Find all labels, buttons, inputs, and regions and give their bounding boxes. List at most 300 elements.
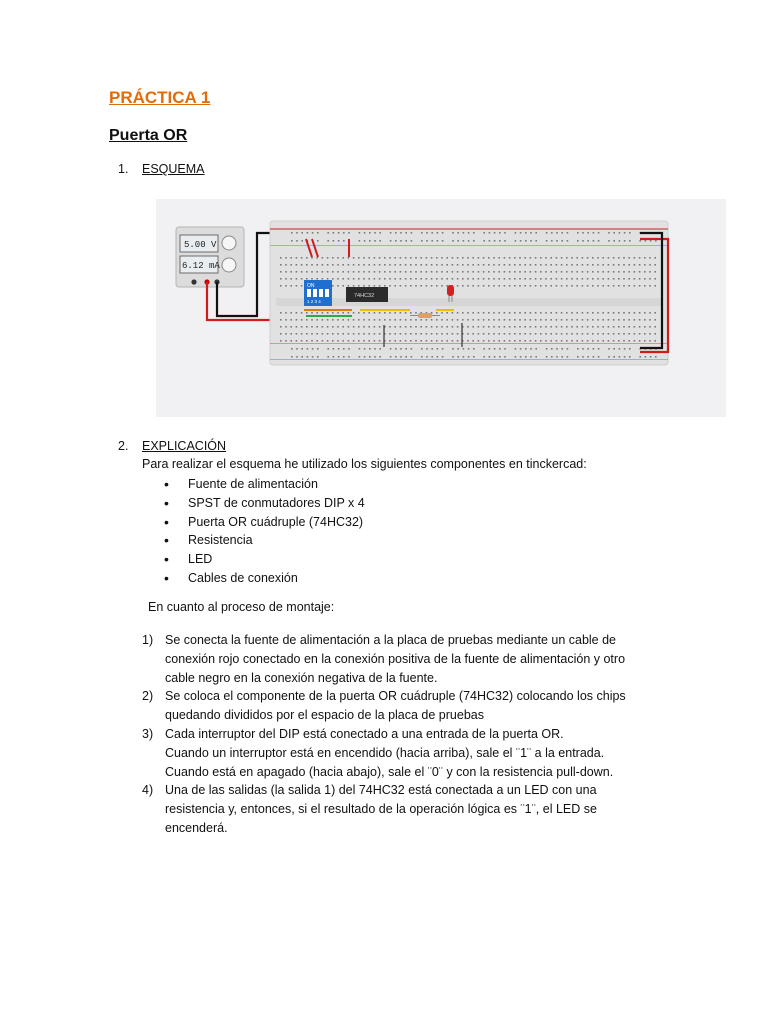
breadboard-hole xyxy=(405,285,407,287)
dip-toggle-4 xyxy=(325,289,329,297)
breadboard-hole xyxy=(493,312,495,314)
breadboard-hole xyxy=(654,326,656,328)
breadboard-hole xyxy=(415,312,417,314)
breadboard-hole xyxy=(384,319,386,321)
breadboard-hole xyxy=(498,333,500,335)
page-title: PRÁCTICA 1 xyxy=(109,88,211,107)
breadboard-hole xyxy=(623,278,625,280)
breadboard-hole xyxy=(405,240,407,242)
breadboard-hole xyxy=(515,232,517,234)
breadboard-hole xyxy=(561,356,563,358)
breadboard-hole xyxy=(400,312,402,314)
breadboard-hole xyxy=(421,232,423,234)
breadboard-hole xyxy=(400,356,402,358)
breadboard-hole xyxy=(446,278,448,280)
breadboard-hole xyxy=(384,278,386,280)
breadboard-hole xyxy=(337,285,339,287)
breadboard-hole xyxy=(311,278,313,280)
breadboard-hole xyxy=(546,232,548,234)
breadboard-hole xyxy=(524,285,526,287)
breadboard-hole xyxy=(540,257,542,259)
breadboard-hole xyxy=(400,240,402,242)
breadboard-hole xyxy=(504,333,506,335)
breadboard-hole xyxy=(483,326,485,328)
breadboard-hole xyxy=(561,333,563,335)
breadboard-hole xyxy=(623,285,625,287)
breadboard-hole xyxy=(644,278,646,280)
breadboard-hole xyxy=(545,319,547,321)
circuit-figure xyxy=(156,199,726,417)
breadboard-hole xyxy=(509,271,511,273)
breadboard-hole xyxy=(478,326,480,328)
breadboard-hole xyxy=(400,319,402,321)
list-item: • Cables de conexión xyxy=(164,569,365,588)
breadboard-hole xyxy=(410,333,412,335)
breadboard-hole xyxy=(654,285,656,287)
breadboard-hole xyxy=(333,240,335,242)
breadboard-hole xyxy=(353,333,355,335)
breadboard-hole xyxy=(608,240,610,242)
breadboard-hole xyxy=(285,257,287,259)
breadboard-hole xyxy=(619,232,621,234)
breadboard-hole xyxy=(280,333,282,335)
breadboard-hole xyxy=(504,232,506,234)
breadboard-hole xyxy=(467,312,469,314)
step-text: Se conecta la fuente de alimentación a la placa de pruebas mediante un cable de conexión rojo conectado en la conexión positiva de la fuente de alimentación y otro cable negro en la conexión negativa de la fuente. xyxy=(165,633,626,685)
breadboard-hole xyxy=(410,312,412,314)
breadboard-hole xyxy=(280,340,282,342)
breadboard-hole xyxy=(535,240,537,242)
breadboard-hole xyxy=(623,271,625,273)
breadboard-hole xyxy=(623,333,625,335)
breadboard-hole xyxy=(483,356,485,358)
breadboard-hole xyxy=(410,319,412,321)
breadboard-hole xyxy=(301,285,303,287)
breadboard-hole xyxy=(634,319,636,321)
breadboard-hole xyxy=(493,257,495,259)
breadboard-hole xyxy=(431,333,433,335)
breadboard-hole xyxy=(598,348,600,350)
breadboard-hole xyxy=(587,232,589,234)
breadboard-hole xyxy=(322,319,324,321)
breadboard-hole xyxy=(566,285,568,287)
breadboard-hole xyxy=(462,278,464,280)
breadboard-hole xyxy=(618,264,620,266)
breadboard-hole xyxy=(420,340,422,342)
breadboard-hole xyxy=(441,319,443,321)
breadboard-hole xyxy=(431,340,433,342)
breadboard-hole xyxy=(468,240,470,242)
breadboard-hole xyxy=(394,333,396,335)
breadboard-hole xyxy=(421,348,423,350)
breadboard-hole xyxy=(628,326,630,328)
breadboard-hole xyxy=(654,278,656,280)
breadboard-hole xyxy=(285,326,287,328)
breadboard-hole xyxy=(545,264,547,266)
breadboard-hole xyxy=(290,326,292,328)
breadboard-hole xyxy=(613,319,615,321)
rail-line-top-blue xyxy=(270,245,668,246)
breadboard-hole xyxy=(587,271,589,273)
breadboard-hole xyxy=(379,264,381,266)
breadboard-hole xyxy=(400,340,402,342)
breadboard-hole xyxy=(446,326,448,328)
breadboard-hole xyxy=(509,278,511,280)
breadboard-hole xyxy=(530,312,532,314)
breadboard-hole xyxy=(493,285,495,287)
breadboard-hole xyxy=(379,271,381,273)
breadboard-hole xyxy=(567,232,569,234)
breadboard-hole xyxy=(353,326,355,328)
section-label: ESQUEMA xyxy=(142,162,205,176)
breadboard-hole xyxy=(488,340,490,342)
breadboard-hole xyxy=(473,348,475,350)
breadboard-hole xyxy=(317,348,319,350)
breadboard-hole xyxy=(530,319,532,321)
breadboard-hole xyxy=(290,271,292,273)
breadboard-hole xyxy=(332,326,334,328)
breadboard-hole xyxy=(483,278,485,280)
breadboard-hole xyxy=(524,340,526,342)
breadboard-hole xyxy=(576,340,578,342)
breadboard-hole xyxy=(488,271,490,273)
breadboard-hole xyxy=(613,348,615,350)
breadboard-hole xyxy=(415,271,417,273)
breadboard-hole xyxy=(634,340,636,342)
breadboard-hole xyxy=(363,340,365,342)
breadboard-hole xyxy=(498,319,500,321)
breadboard-hole xyxy=(514,285,516,287)
breadboard-hole xyxy=(654,257,656,259)
step-text: Se coloca el componente de la puerta OR cuádruple (74HC32) colocando los chips quedando divididos por el espacio de la placa de pruebas xyxy=(165,689,626,723)
breadboard-hole xyxy=(628,333,630,335)
breadboard-hole xyxy=(550,271,552,273)
breadboard-hole xyxy=(426,240,428,242)
breadboard-hole xyxy=(629,240,631,242)
breadboard-hole xyxy=(520,232,522,234)
breadboard-hole xyxy=(613,312,615,314)
breadboard-hole xyxy=(468,232,470,234)
breadboard-hole xyxy=(337,312,339,314)
breadboard-hole xyxy=(478,278,480,280)
breadboard-hole xyxy=(333,232,335,234)
breadboard-hole xyxy=(556,312,558,314)
breadboard-hole xyxy=(608,257,610,259)
breadboard-hole xyxy=(280,319,282,321)
breadboard-hole xyxy=(525,232,527,234)
breadboard-hole xyxy=(540,271,542,273)
breadboard-hole xyxy=(478,340,480,342)
breadboard-hole xyxy=(561,257,563,259)
breadboard-hole xyxy=(332,264,334,266)
breadboard-hole xyxy=(634,326,636,328)
breadboard-hole xyxy=(280,257,282,259)
step-number: 2) xyxy=(142,689,154,704)
breadboard-hole xyxy=(358,257,360,259)
breadboard-hole xyxy=(550,257,552,259)
breadboard-hole xyxy=(342,333,344,335)
breadboard-hole xyxy=(592,271,594,273)
breadboard-hole xyxy=(290,319,292,321)
breadboard-hole xyxy=(587,264,589,266)
breadboard-hole xyxy=(358,264,360,266)
breadboard-hole xyxy=(509,264,511,266)
breadboard-hole xyxy=(540,319,542,321)
breadboard-hole xyxy=(493,326,495,328)
list-item: • Resistencia xyxy=(164,531,365,550)
breadboard-hole xyxy=(436,271,438,273)
breadboard-hole xyxy=(624,356,626,358)
breadboard-hole xyxy=(634,312,636,314)
breadboard-hole xyxy=(483,319,485,321)
breadboard-hole xyxy=(530,257,532,259)
breadboard-hole xyxy=(639,257,641,259)
breadboard-hole xyxy=(379,326,381,328)
breadboard-hole xyxy=(472,257,474,259)
breadboard-hole xyxy=(431,319,433,321)
ic-label: 74HC32 xyxy=(354,293,375,299)
breadboard-hole xyxy=(446,340,448,342)
breadboard-hole xyxy=(597,340,599,342)
breadboard-hole xyxy=(400,232,402,234)
breadboard-hole xyxy=(545,312,547,314)
breadboard-hole xyxy=(394,264,396,266)
breadboard-hole xyxy=(608,312,610,314)
breadboard-hole xyxy=(524,257,526,259)
breadboard-hole xyxy=(316,312,318,314)
breadboard-hole xyxy=(535,232,537,234)
breadboard-hole xyxy=(639,285,641,287)
breadboard-hole xyxy=(290,333,292,335)
breadboard-hole xyxy=(571,264,573,266)
breadboard-hole xyxy=(519,333,521,335)
breadboard-hole xyxy=(514,340,516,342)
breadboard-hole xyxy=(411,348,413,350)
breadboard-hole xyxy=(602,319,604,321)
breadboard-hole xyxy=(571,257,573,259)
list-item: • Fuente de alimentación xyxy=(164,475,365,494)
breadboard-hole xyxy=(478,264,480,266)
breadboard-hole xyxy=(597,257,599,259)
breadboard-hole xyxy=(561,319,563,321)
breadboard-hole xyxy=(498,271,500,273)
breadboard-hole xyxy=(644,312,646,314)
breadboard-hole xyxy=(561,240,563,242)
breadboard-hole xyxy=(571,312,573,314)
breadboard-hole xyxy=(649,278,651,280)
breadboard-hole xyxy=(488,278,490,280)
breadboard-hole xyxy=(504,278,506,280)
breadboard-hole xyxy=(348,232,350,234)
subtitle: Puerta OR xyxy=(109,127,188,144)
breadboard-hole xyxy=(582,240,584,242)
dip-toggle-2 xyxy=(313,289,317,297)
breadboard-hole xyxy=(644,326,646,328)
breadboard-hole xyxy=(457,340,459,342)
section-heading-explicacion xyxy=(118,439,226,453)
breadboard-hole xyxy=(462,285,464,287)
breadboard-hole xyxy=(535,257,537,259)
breadboard-hole xyxy=(498,340,500,342)
breadboard-hole xyxy=(363,285,365,287)
breadboard-hole xyxy=(488,285,490,287)
breadboard-hole xyxy=(426,333,428,335)
breadboard-hole xyxy=(332,319,334,321)
breadboard-hole xyxy=(514,319,516,321)
resistor xyxy=(418,313,432,318)
breadboard-hole xyxy=(545,333,547,335)
breadboard-hole xyxy=(467,319,469,321)
breadboard-hole xyxy=(390,356,392,358)
breadboard-hole xyxy=(587,356,589,358)
breadboard-hole xyxy=(420,333,422,335)
breadboard-hole xyxy=(618,319,620,321)
dip-numbers: 1 2 3 4 xyxy=(307,299,321,304)
breadboard-hole xyxy=(436,312,438,314)
list-item xyxy=(142,781,682,837)
breadboard-hole xyxy=(649,285,651,287)
breadboard-hole xyxy=(337,264,339,266)
breadboard-hole xyxy=(431,232,433,234)
breadboard-hole xyxy=(311,340,313,342)
breadboard-hole xyxy=(494,356,496,358)
breadboard-hole xyxy=(301,319,303,321)
breadboard-hole xyxy=(577,232,579,234)
breadboard-hole xyxy=(405,271,407,273)
breadboard-hole xyxy=(587,333,589,335)
breadboard-hole xyxy=(623,319,625,321)
breadboard-hole xyxy=(452,278,454,280)
breadboard-hole xyxy=(389,333,391,335)
breadboard-hole xyxy=(467,271,469,273)
breadboard-hole xyxy=(649,312,651,314)
breadboard-hole xyxy=(285,264,287,266)
breadboard-hole xyxy=(509,312,511,314)
breadboard-hole xyxy=(597,326,599,328)
breadboard-hole xyxy=(441,333,443,335)
breadboard-hole xyxy=(348,348,350,350)
breadboard-hole xyxy=(519,271,521,273)
breadboard-hole xyxy=(608,232,610,234)
components-list xyxy=(164,475,365,588)
breadboard-hole xyxy=(530,271,532,273)
montaje-intro: En cuanto al proceso de montaje: xyxy=(148,600,335,614)
breadboard-hole xyxy=(394,257,396,259)
breadboard-hole xyxy=(629,232,631,234)
breadboard-hole xyxy=(405,356,407,358)
breadboard-hole xyxy=(509,319,511,321)
breadboard-hole xyxy=(332,312,334,314)
breadboard-hole xyxy=(587,340,589,342)
breadboard-hole xyxy=(379,356,381,358)
breadboard-hole xyxy=(566,340,568,342)
breadboard-hole xyxy=(628,264,630,266)
breadboard-hole xyxy=(364,348,366,350)
breadboard-hole xyxy=(520,348,522,350)
breadboard-hole xyxy=(566,257,568,259)
breadboard-hole xyxy=(592,340,594,342)
breadboard-hole xyxy=(608,340,610,342)
breadboard-hole xyxy=(623,257,625,259)
step-text: Una de las salidas (la salida 1) del 74HC32 está conectada a un LED con una resistencia y, entonces, si el resultado de la operación lógica es ¨1¨, el LED se encenderá. xyxy=(165,783,597,835)
breadboard-hole xyxy=(442,356,444,358)
breadboard-hole xyxy=(394,312,396,314)
breadboard-hole xyxy=(353,319,355,321)
breadboard-hole xyxy=(285,312,287,314)
breadboard-hole xyxy=(358,340,360,342)
breadboard-hole xyxy=(556,240,558,242)
breadboard-hole xyxy=(338,240,340,242)
breadboard-hole xyxy=(426,232,428,234)
breadboard-hole xyxy=(498,278,500,280)
breadboard-hole xyxy=(498,312,500,314)
breadboard-hole xyxy=(577,356,579,358)
breadboard-hole xyxy=(540,278,542,280)
breadboard-hole xyxy=(441,264,443,266)
breadboard-hole xyxy=(593,232,595,234)
breadboard-hole xyxy=(316,333,318,335)
breadboard-hole xyxy=(551,356,553,358)
breadboard-hole xyxy=(602,278,604,280)
breadboard-hole xyxy=(472,319,474,321)
breadboard-hole xyxy=(561,264,563,266)
breadboard-hole xyxy=(452,356,454,358)
breadboard-hole xyxy=(342,319,344,321)
breadboard-hole xyxy=(415,257,417,259)
breadboard-hole xyxy=(441,326,443,328)
breadboard-hole xyxy=(576,312,578,314)
breadboard-hole xyxy=(411,356,413,358)
breadboard-hole xyxy=(457,257,459,259)
breadboard-hole xyxy=(577,348,579,350)
breadboard-hole xyxy=(358,278,360,280)
breadboard-hole xyxy=(494,232,496,234)
breadboard-hole xyxy=(348,319,350,321)
breadboard-hole xyxy=(369,348,371,350)
breadboard-hole xyxy=(571,326,573,328)
breadboard-hole xyxy=(415,278,417,280)
breadboard-hole xyxy=(514,333,516,335)
breadboard-hole xyxy=(364,232,366,234)
breadboard-hole xyxy=(327,264,329,266)
breadboard-hole xyxy=(582,348,584,350)
breadboard-hole xyxy=(598,356,600,358)
breadboard-hole xyxy=(436,333,438,335)
breadboard-hole xyxy=(338,348,340,350)
breadboard-hole xyxy=(623,264,625,266)
breadboard-hole xyxy=(301,312,303,314)
breadboard-hole xyxy=(457,348,459,350)
breadboard-hole xyxy=(494,240,496,242)
breadboard-hole xyxy=(467,278,469,280)
breadboard-hole xyxy=(363,271,365,273)
led xyxy=(447,285,454,296)
breadboard-hole xyxy=(519,319,521,321)
breadboard-hole xyxy=(644,271,646,273)
breadboard-hole xyxy=(285,340,287,342)
breadboard-hole xyxy=(618,285,620,287)
breadboard-hole xyxy=(592,257,594,259)
breadboard-hole xyxy=(410,264,412,266)
breadboard-hole xyxy=(342,264,344,266)
breadboard-hole xyxy=(441,271,443,273)
breadboard-hole xyxy=(290,264,292,266)
breadboard-hole xyxy=(608,348,610,350)
breadboard-hole xyxy=(431,240,433,242)
breadboard-hole xyxy=(368,285,370,287)
breadboard-hole xyxy=(400,333,402,335)
breadboard-hole xyxy=(561,312,563,314)
